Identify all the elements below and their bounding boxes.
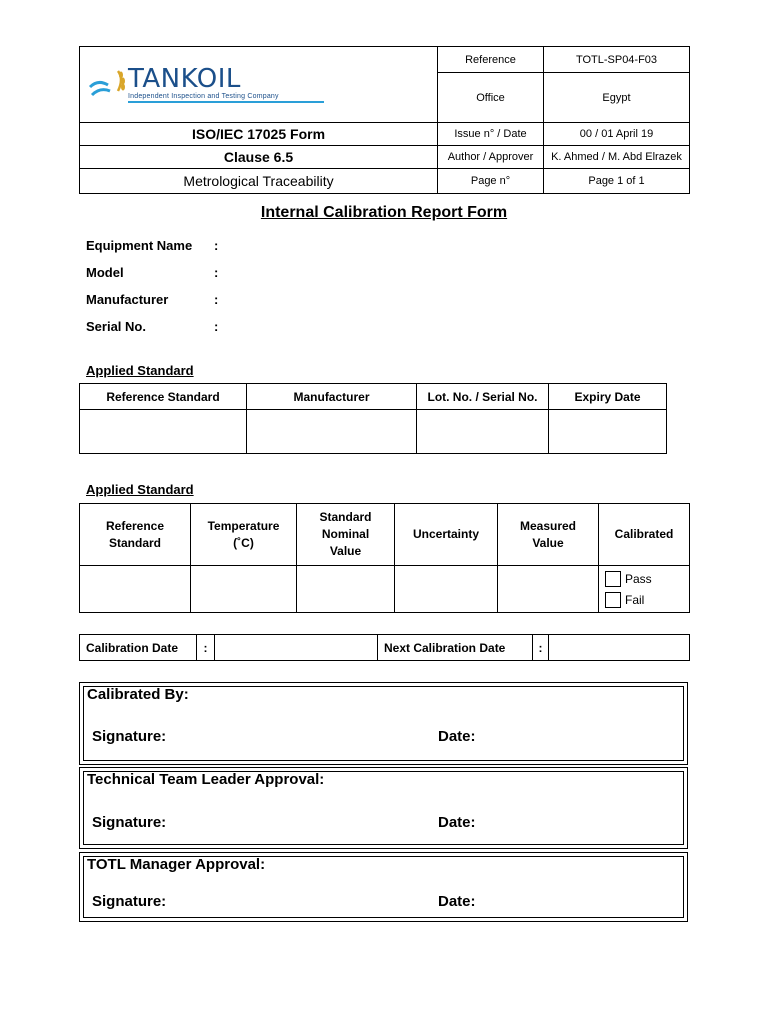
col-header: Manufacturer — [247, 384, 417, 410]
col-header: Expiry Date — [549, 384, 667, 410]
reference-label: Reference — [438, 47, 544, 73]
col-header: Standard Nominal Value — [297, 504, 395, 566]
col-header: Calibrated — [599, 504, 690, 566]
logo-tagline: Independent Inspection and Testing Company — [128, 92, 279, 100]
col-header: Measured Value — [498, 504, 599, 566]
field-equipment-name[interactable] — [86, 232, 224, 259]
approval-title: Calibrated By: — [87, 686, 189, 703]
company-logo — [80, 47, 438, 123]
table-cell[interactable] — [498, 566, 599, 613]
calibrated-cell — [599, 566, 690, 613]
separator: : — [197, 635, 215, 661]
field-separator: : — [214, 319, 219, 334]
approval-technical-team-leader — [79, 767, 688, 849]
issue-label: Issue n° / Date — [438, 123, 544, 146]
signature-field[interactable]: Signature: — [92, 893, 167, 910]
next-calibration-date-label: Next Calibration Date — [378, 635, 533, 661]
page-title: Internal Calibration Report Form — [260, 204, 508, 221]
table-cell[interactable] — [549, 410, 667, 454]
table-cell[interactable] — [80, 410, 247, 454]
clause: Clause 6.5 — [80, 146, 438, 169]
pass-checkbox[interactable] — [605, 571, 621, 587]
signature-field[interactable]: Signature: — [92, 814, 167, 831]
issue-value: 00 / 01 April 19 — [544, 123, 690, 146]
measurement-table — [79, 503, 690, 613]
fail-option[interactable] — [599, 589, 689, 610]
separator: : — [533, 635, 549, 661]
author-label: Author / Approver — [438, 146, 544, 169]
applied-standard-table — [79, 383, 667, 454]
table-cell[interactable] — [80, 566, 191, 613]
col-header: Temperature (˚C) — [191, 504, 297, 566]
logo-wordmark: TANKOIL — [128, 63, 241, 94]
equipment-fields — [86, 232, 224, 340]
table-cell[interactable] — [191, 566, 297, 613]
date-field[interactable]: Date: — [438, 814, 476, 831]
page-value: Page 1 of 1 — [544, 169, 690, 194]
page-label: Page n° — [438, 169, 544, 194]
col-header: Lot. No. / Serial No. — [417, 384, 549, 410]
approval-calibrated-by — [79, 682, 688, 765]
col-header: Reference Standard — [80, 504, 191, 566]
field-label: Model — [86, 265, 124, 280]
reference-value: TOTL-SP04-F03 — [544, 47, 690, 73]
calibration-dates-table — [79, 634, 690, 661]
logo-underline — [128, 101, 324, 103]
date-field[interactable]: Date: — [438, 728, 476, 745]
field-label: Manufacturer — [86, 292, 169, 307]
office-label: Office — [438, 73, 544, 123]
office-value: Egypt — [544, 73, 690, 123]
field-label: Serial No. — [86, 319, 146, 334]
document-header — [79, 46, 690, 194]
section-label-applied-standard: Applied Standard — [86, 482, 194, 497]
section-label-applied-standard: Applied Standard — [86, 363, 194, 378]
next-calibration-date-field[interactable] — [549, 635, 690, 661]
approval-title: Technical Team Leader Approval: — [87, 771, 325, 788]
calibration-date-label: Calibration Date — [80, 635, 197, 661]
logo-emblem-icon — [88, 65, 128, 105]
field-serial-no[interactable] — [86, 313, 224, 340]
pass-option[interactable] — [599, 568, 689, 589]
calibration-date-field[interactable] — [215, 635, 378, 661]
pass-label: Pass — [625, 571, 652, 586]
table-cell[interactable] — [297, 566, 395, 613]
table-cell[interactable] — [417, 410, 549, 454]
field-label: Equipment Name — [86, 238, 193, 253]
field-separator: : — [214, 292, 219, 307]
topic: Metrological Traceability — [80, 169, 438, 194]
field-model[interactable] — [86, 259, 224, 286]
col-header: Uncertainty — [395, 504, 498, 566]
col-header: Reference Standard — [80, 384, 247, 410]
field-manufacturer[interactable] — [86, 286, 224, 313]
approval-title: TOTL Manager Approval: — [87, 856, 266, 873]
field-separator: : — [214, 265, 219, 280]
fail-label: Fail — [625, 592, 645, 607]
table-cell[interactable] — [395, 566, 498, 613]
table-cell[interactable] — [247, 410, 417, 454]
signature-field[interactable]: Signature: — [92, 728, 167, 745]
date-field[interactable]: Date: — [438, 893, 476, 910]
field-separator: : — [214, 238, 219, 253]
form-name: ISO/IEC 17025 Form — [80, 123, 438, 146]
approval-totl-manager — [79, 852, 688, 922]
author-value: K. Ahmed / M. Abd Elrazek — [544, 146, 690, 169]
fail-checkbox[interactable] — [605, 592, 621, 608]
